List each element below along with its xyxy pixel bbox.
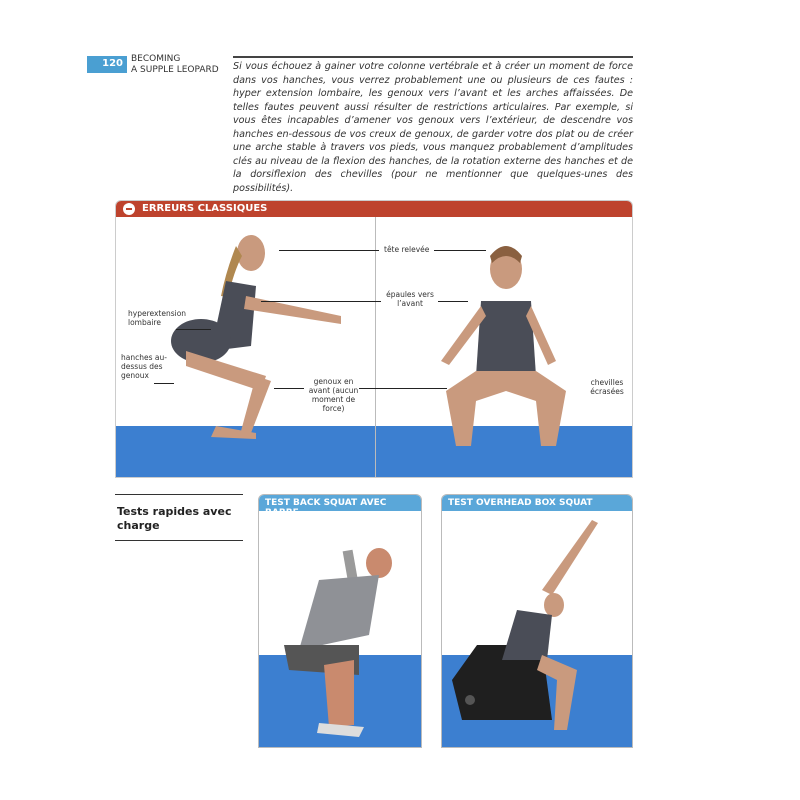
intro-paragraph: Si vous échouez à gainer votre colonne vertébrale et à créer un moment de force dans vos hanches, vous verrez probablement une ou plusieurs de ces fautes : hyper extension lombaire, les genoux vers l’avant et les arches affaissées. De telles fautes peuvent aussi résulter de restrictions articulaires. Par exemple, si vous êtes incapables d’amener vos genoux vers l’extérieur, de descendre vos hanches en-dessous de vos creux de genoux, de garder votre dos plat ou de créer une arche stable à travers vos pieds, vous manquez probablement d’amplitudes clés au niveau de la flexion des hanches, de la rotation externe des hanches et de la dorsiflexion des chevilles (pour ne mentionner que quelques-unes des possibilités). [233,61,633,194]
leader-line [279,250,379,251]
leader-line [274,388,304,389]
squat-photos [116,201,633,478]
leader-line [261,301,381,302]
label-ankles-collapsed: chevilles écrasées [590,378,624,396]
book-title [131,54,219,76]
back-squat-panel [258,494,422,748]
label-hips-above-knees: hanches au-dessus des genoux [121,353,167,380]
leader-line [359,388,447,389]
quick-tests-heading: Tests rapides avec charge [115,494,243,541]
panel-title: TEST BACK SQUAT AVEC BARRE [259,495,421,511]
label-knees-forward: genoux en avant (aucun moment de force) [308,377,359,413]
classic-errors-box [115,200,633,478]
errors-title: ERREURS CLASSIQUES [142,203,268,214]
overhead-box-squat-panel [441,494,633,748]
front-squat-figure [441,246,566,446]
label-head-raised: tête relevée [384,245,430,254]
leader-line [438,301,468,302]
leader-line [176,329,211,330]
overhead-squat-photo [442,495,633,748]
book-title-line2: A SUPPLE LEOPARD [131,65,219,75]
book-title-line1: BECOMING [131,54,181,64]
leader-line [154,383,174,384]
panel-title: TEST OVERHEAD BOX SQUAT [442,495,632,511]
back-squat-photo [259,495,422,748]
label-shoulders-forward: épaules vers l’avant [386,290,434,308]
page-number: 120 [87,56,127,73]
top-rule [233,56,633,58]
label-lumbar-hyperextension: hyperextension lombaire [128,309,187,327]
leader-line [434,250,486,251]
